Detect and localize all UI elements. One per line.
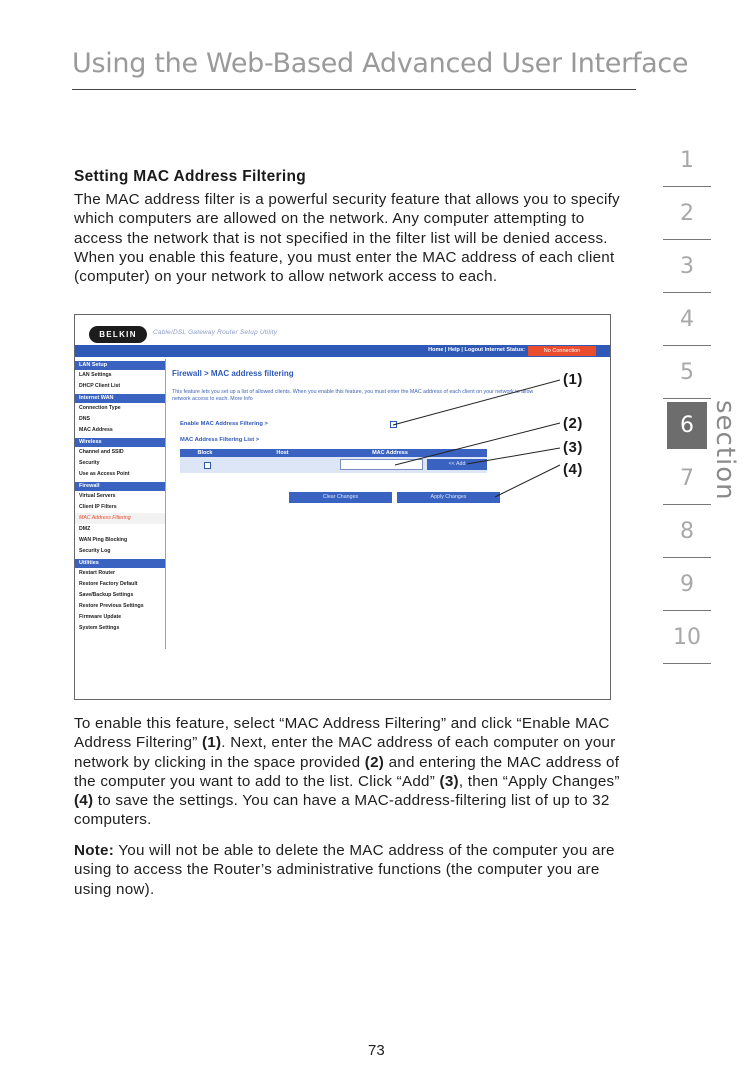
section-label: section <box>710 400 740 501</box>
instr-text-c: and entering the MAC address of the computer you want to add to the list. Click “Add” <box>74 753 620 790</box>
section-nav-item-6[interactable]: 6 <box>667 402 707 449</box>
instr-callout-2: (2) <box>364 753 385 771</box>
sidebar-item[interactable]: DHCP Client List <box>79 383 121 389</box>
intro-paragraph: The MAC address filter is a powerful security feature that allows you to specify which computers are allowed on the network. Any computer attempting to access the network that is not specified in the filter list will be denied access. When you enable this feature, you must enter the MAC address of each client (computer) on your network to allow network access to each. <box>74 191 620 286</box>
callout-2: (2) <box>563 415 583 432</box>
page-header <box>72 44 689 90</box>
callout-line-4 <box>495 465 560 497</box>
content-description: This feature lets you set up a list of allowed clients. When you enable this feature, you must enter the MAC address of each client on your network to allow network access to each. More Info <box>172 389 534 402</box>
internet-status-badge: No Connection <box>528 346 596 356</box>
callout-3: (3) <box>563 439 583 456</box>
section-title: Setting MAC Address Filtering <box>74 168 307 185</box>
instr-callout-3: (3) <box>439 772 459 790</box>
section-nav-item-3[interactable]: 3 <box>663 240 711 293</box>
section-word <box>698 400 756 500</box>
callout-line-2 <box>395 423 560 465</box>
sidebar-item[interactable]: MAC Address <box>79 427 113 433</box>
sidebar-heading: Internet WAN <box>75 394 165 403</box>
sidebar-item[interactable]: Security <box>79 460 100 466</box>
col-host: Host <box>276 450 289 456</box>
instr-callout-4: (4) <box>74 792 94 810</box>
section-nav-item-2[interactable]: 2 <box>663 187 711 240</box>
section-nav <box>663 134 711 664</box>
sidebar-heading: Firewall <box>75 482 165 491</box>
section-nav-item-7[interactable]: 7 <box>663 452 711 505</box>
section-nav-item-9[interactable]: 9 <box>663 558 711 611</box>
enable-filter-label: Enable MAC Address Filtering > <box>180 421 268 427</box>
col-block: Block <box>197 450 213 456</box>
section-nav-item-1[interactable]: 1 <box>663 134 711 187</box>
add-button[interactable]: << Add <box>427 459 487 470</box>
sidebar-item[interactable]: DNS <box>79 416 90 422</box>
sidebar-item[interactable]: Connection Type <box>79 405 121 411</box>
section-nav-item-8[interactable]: 8 <box>663 505 711 558</box>
instr-callout-1: (1) <box>201 734 222 752</box>
sidebar-item[interactable]: Virtual Servers <box>79 493 116 499</box>
callout-4: (4) <box>563 461 583 478</box>
col-mac: MAC Address <box>372 450 408 456</box>
note-paragraph <box>74 841 634 899</box>
sidebar-heading: Utilities <box>75 559 165 568</box>
header-title: Using the Web-Based Advanced User Interface <box>72 48 689 79</box>
sidebar-heading: Wireless <box>75 438 165 447</box>
filter-list-label: MAC Address Filtering List > <box>180 437 260 443</box>
section-nav-item-4[interactable]: 4 <box>663 293 711 346</box>
belkin-logo: BELKIN <box>89 326 147 343</box>
callout-lines <box>75 315 611 700</box>
section-nav-item-10[interactable]: 10 <box>663 611 711 664</box>
callout-1: (1) <box>563 371 583 388</box>
sidebar-item[interactable]: Restore Factory Default <box>79 581 138 587</box>
sidebar-item[interactable]: Save/Backup Settings <box>79 592 134 598</box>
callout-line-3 <box>467 448 560 464</box>
sidebar-item[interactable]: WAN Ping Blocking <box>79 537 128 543</box>
note-label: Note: <box>74 842 115 859</box>
router-screenshot <box>74 314 611 700</box>
sidebar-item[interactable]: Firmware Update <box>79 614 122 620</box>
sidebar-item[interactable]: Use as Access Point <box>79 471 130 477</box>
clear-changes-button[interactable]: Clear Changes <box>289 492 392 503</box>
sidebar-item[interactable]: LAN Settings <box>79 372 112 378</box>
instructions-paragraph <box>74 714 634 830</box>
utility-title: Cable/DSL Gateway Router Setup Utility <box>153 329 278 336</box>
instr-text-e: to save the settings. You can have a MAC-address-filtering list of up to 32 computers. <box>74 792 610 829</box>
sidebar-item[interactable]: DMZ <box>79 526 91 532</box>
content-title: Firewall > MAC address filtering <box>172 369 294 378</box>
apply-changes-button[interactable]: Apply Changes <box>397 492 500 503</box>
instr-text-d: , then “Apply Changes” <box>458 772 620 790</box>
page-number: 73 <box>368 1042 385 1059</box>
instr-text-b: . Next, enter the MAC address of each computer on your network by clicking in the space provided <box>74 734 616 771</box>
sidebar-item[interactable]: Security Log <box>79 548 111 554</box>
sidebar-item[interactable]: MAC Address Filtering <box>75 513 165 524</box>
sidebar-item[interactable]: Restart Router <box>79 570 116 576</box>
sidebar-item[interactable]: System Settings <box>79 625 120 631</box>
instr-text-a: To enable this feature, select “MAC Address Filtering” and click “Enable MAC Address Filtering” <box>74 715 610 752</box>
sidebar-item[interactable]: Channel and SSID <box>79 449 124 455</box>
note-text: You will not be able to delete the MAC address of the computer you are using to access the Router’s administrative functions (the computer you are using now). <box>74 842 615 898</box>
screenshot-top-links: Home | Help | Logout Internet Status: <box>428 347 525 353</box>
sidebar-item[interactable]: Client IP Filters <box>79 504 117 510</box>
callout-line-1 <box>393 380 560 425</box>
sidebar-heading: LAN Setup <box>75 361 165 370</box>
sidebar-item[interactable]: Restore Previous Settings <box>79 603 144 609</box>
section-nav-item-5[interactable]: 5 <box>663 346 711 399</box>
